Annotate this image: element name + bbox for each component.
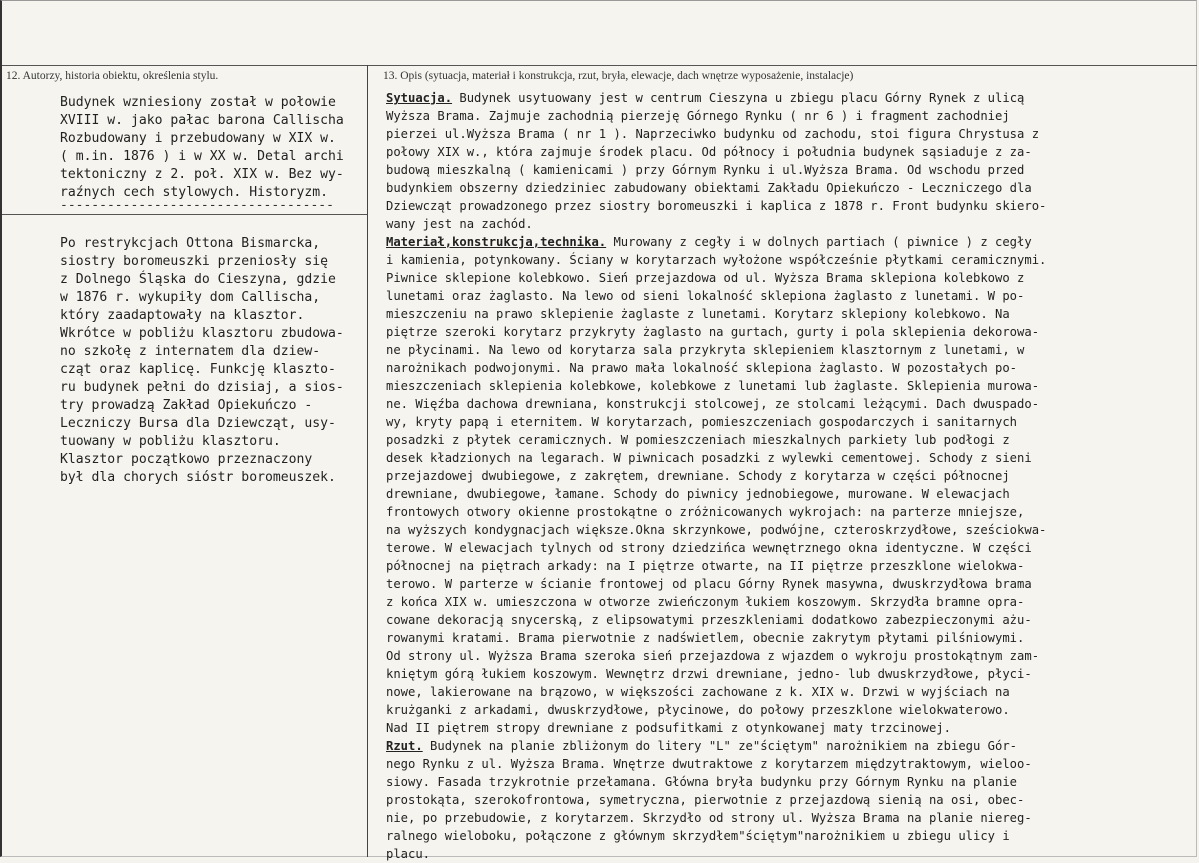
left-column-rule: [2, 214, 367, 215]
line-text: budową mieszkalną ( kamienicami ) przy Górnym Rynku i ul.Wyższa Brama. Od wschodu przed: [386, 163, 1025, 177]
text-line: [386, 809, 1046, 827]
history-paragraph-2: [60, 235, 344, 487]
text-line: siostry boromeuszki przeniosły się: [60, 254, 329, 269]
line-text: nowe, lakierowane na brązowo, w większości zachowane z k. XIX w. Drzwi w wyjściach na: [386, 685, 1010, 699]
text-line: [386, 503, 1046, 521]
text-line: [386, 89, 1046, 107]
text-line: [386, 233, 1046, 251]
text-line: [386, 755, 1046, 773]
line-text: Nad II piętrem stropy drewniane z podsufitkami z otynkowanej maty trzcinowej.: [386, 721, 951, 735]
line-text: połowy XIX w., która zajmuje środek placu. Od północy i południa budynek sąsiaduje z za-: [386, 145, 1032, 159]
text-line: [386, 683, 1046, 701]
line-text: Budynek na planie zbliżonym do litery "L" ze"ściętym" narożnikiem na zbiegu Gór-: [422, 739, 1018, 753]
text-line: [386, 341, 1046, 359]
line-text: terowo. W parterze w ścianie frontowej od placu Górny Rynek masywna, dwuskrzydłowa brama: [386, 577, 1032, 591]
line-text: frontowych otwory okienne prostokątne o zróżnicowanych wykrojach: na parterze mniejsze,: [386, 505, 1025, 519]
text-line: [386, 323, 1046, 341]
line-text: posadzki z płytek ceramicznych. W pomieszczeniach mieszkalnych parkiety lub podłogi z: [386, 433, 1010, 447]
line-text: Murowany z cegły i w dolnych partiach ( piwnice ) z cegły: [606, 235, 1032, 249]
line-text: na wyższych kondygnacjach większe.Okna skrzynkowe, podwójne, czteroskrzydłowe, sześciokwa-: [386, 523, 1047, 537]
line-text: Piwnice sklepione kolebkowo. Sień przejazdowa od ul. Wyższa Brama sklepiona kolebkowo z: [386, 271, 1025, 285]
text-line: [386, 143, 1046, 161]
text-line: [386, 539, 1046, 557]
text-line: [386, 701, 1046, 719]
text-line: [386, 377, 1046, 395]
separator-dashes: -----------------------------------: [60, 198, 334, 213]
text-line: Po restrykcjach Ottona Bismarcka,: [60, 236, 321, 251]
text-line: z Dolnego Śląska do Cieszyna, gdzie: [60, 272, 336, 287]
line-text: z końca XIX w. umieszczona w otworze zwieńczonym łukiem koszowym. Skrzydła bramne opra-: [386, 595, 1025, 609]
history-paragraph-1: [60, 94, 344, 202]
text-line: [386, 593, 1046, 611]
text-line: tuowany w pobliżu klasztoru.: [60, 434, 281, 449]
line-text: prostokąta, szerokofrontowa, symetryczna, pierwotnie z przejazdową sienią na osi, obec-: [386, 793, 1025, 807]
line-text: rowanymi kratami. Brama pierwotnie z nadświetlem, obecnie zakrytym płytami pilśniowymi.: [386, 631, 1025, 645]
text-line: Klasztor początkowo przeznaczony: [60, 452, 313, 467]
line-text: Wyższa Brama. Zajmuje zachodnią pierzeję Górnego Rynku ( nr 6 ) i fragment zachodniej: [386, 109, 1010, 123]
text-line: [386, 413, 1046, 431]
description-text: [386, 89, 1046, 863]
line-text: mieszczeniach sklepienia kolebkowe, kolebkowe z lunetami lub żaglaste. Sklepienia murowa-: [386, 379, 1040, 393]
line-text: nie, po przebudowie, z korytarzem. Skrzydło od strony ul. Wyższa Brama na planie niereg-: [386, 811, 1032, 825]
line-text: narożnikach podwojonymi. Na prawo mała lokalność sklepiona żaglasto. W pozostałych po-: [386, 361, 1018, 375]
text-line: [386, 719, 1046, 737]
section-heading: Rzut.: [386, 739, 423, 753]
line-text: cowane dekoracją snycerską, z elipsowatymi przeszkleniami dodatkowo zabezpieczonymi ażu-: [386, 613, 1032, 627]
text-line: [386, 179, 1046, 197]
text-line: Budynek wzniesiony został w połowie: [60, 95, 336, 110]
line-text: Od strony ul. Wyższa Brama szeroka sień przejazdowa z wjazdem o wykroju prostokątnym zam-: [386, 649, 1040, 663]
text-line: cząt oraz kaplicę. Funkcję klaszto-: [60, 362, 336, 377]
text-line: [386, 125, 1046, 143]
section-heading: Materiał,konstrukcja,technika.: [386, 235, 607, 249]
line-text: desek kładzionych na legarach. W piwnicach posadzki z wylewki cementowej. Schody z sieni: [386, 451, 1032, 465]
line-text: Budynek usytuowany jest w centrum Cieszyna u zbiegu placu Górny Rynek z ulicą: [452, 91, 1025, 105]
line-text: północnej na piętrach arkady: na I piętrze otwarte, na II piętrze przeszklone wielokwa-: [386, 559, 1025, 573]
text-line: [386, 827, 1046, 845]
line-text: krużganki z arkadami, dwuskrzydłowe, płycinowe, do połowy przeszklone wielokwaterowo.: [386, 703, 1010, 717]
text-line: [386, 737, 1046, 755]
text-line: [386, 449, 1046, 467]
text-line: [386, 575, 1046, 593]
text-line: XVIII w. jako pałac barona Callischa: [60, 113, 344, 128]
text-line: [386, 485, 1046, 503]
line-text: placu.: [386, 847, 431, 861]
line-text: przejazdowej dwubiegowe, z zakrętem, drewniane. Schody z korytarza w części północnej: [386, 469, 1010, 483]
line-text: siowy. Fasada trzykrotnie przełamana. Główna bryła budynku przy Górnym Rynku na planie: [386, 775, 1018, 789]
line-text: ne płycinami. Na lewo od korytarza sala przykryta sklepieniem klasztornym z lunetami, w: [386, 343, 1025, 357]
text-line: [386, 845, 1046, 863]
right-section-header: 13. Opis (sytuacja, materiał i konstrukcja, rzut, bryła, elewacje, dach wnętrze wyposażenie, instalacje): [383, 70, 854, 82]
text-line: [386, 611, 1046, 629]
text-line: [386, 395, 1046, 413]
text-line: [386, 773, 1046, 791]
line-text: piętrze szeroki korytarz przykryty żaglasto na gurtach, gurty i pola sklepienia dekorowa-: [386, 325, 1040, 339]
text-line: [386, 161, 1046, 179]
text-line: Wkrótce w pobliżu klasztoru zbudowa-: [60, 326, 344, 341]
text-line: [386, 305, 1046, 323]
line-text: mieszczeniu na prawo sklepienie żaglaste z lunetami. Korytarz sklepiony kolebkowo. Na: [386, 307, 1010, 321]
line-text: wany jest na zachód.: [386, 217, 533, 231]
text-line: [386, 431, 1046, 449]
text-line: był dla chorych sióstr boromeuszek.: [60, 470, 336, 485]
text-line: który zaadaptowały na klasztor.: [60, 308, 305, 323]
line-text: budynkiem obszerny dziedziniec zabudowany obiektami Zakładu Opiekuńczo - Leczniczego dla: [386, 181, 1032, 195]
text-line: try prowadzą Zakład Opiekuńczo -: [60, 398, 313, 413]
section-heading: Sytuacja.: [386, 91, 453, 105]
text-line: [386, 359, 1046, 377]
text-line: [386, 791, 1046, 809]
text-line: [386, 197, 1046, 215]
text-line: Leczniczy Bursa dla Dziewcząt, usy-: [60, 416, 336, 431]
line-text: lunetami oraz żaglasto. Na lewo od sieni lokalność sklepiona żaglasto z lunetami. W po-: [386, 289, 1025, 303]
line-text: ralnego wieloboku, połączone z głównym skrzydłem"ściętym"narożnikiem u zbiegu ulicy i: [386, 829, 1010, 843]
line-text: pierzei ul.Wyższa Brama ( nr 1 ). Naprzeciwko budynku od zachodu, stoi figura Chrystusa z: [386, 127, 1040, 141]
line-text: i kamienia, potynkowany. Ściany w korytarzach wyłożone współcześnie płytkami ceramicznymi.: [386, 253, 1047, 267]
text-line: ru budynek pełni do dzisiaj, a sios-: [60, 380, 344, 395]
line-text: Dziewcząt prowadzonego przez siostry boromeuszki i kaplica z 1878 r. Front budynku skiero-: [386, 199, 1047, 213]
text-line: [386, 665, 1046, 683]
line-text: drewniane, dwubiegowe, łamane. Schody do piwnicy jednobiegowe, murowane. W elewacjach: [386, 487, 1010, 501]
line-text: wy, kryty papą i eternitem. W korytarzach, pomieszczeniach gospodarczych i sanitarnych: [386, 415, 1018, 429]
line-text: nego Rynku z ul. Wyższa Brama. Wnętrze dwutraktowe z korytarzem międzytraktowym, wieloo-: [386, 757, 1032, 771]
text-line: no szkołę z internatem dla dziew-: [60, 344, 321, 359]
text-line: [386, 215, 1046, 233]
text-line: tektoniczny z 2. poł. XIX w. Bez wy-: [60, 167, 344, 182]
line-text: ne. Więźba dachowa drewniana, konstrukcji stolcowej, ze stolcami leżącymi. Dach dwuspado-: [386, 397, 1040, 411]
text-line: [386, 629, 1046, 647]
text-line: ( m.in. 1876 ) i w XX w. Detal archi: [60, 149, 344, 164]
text-line: [386, 467, 1046, 485]
left-section-header: 12. Autorzy, historia obiektu, określenia stylu.: [6, 70, 219, 82]
text-line: [386, 647, 1046, 665]
text-line: [386, 557, 1046, 575]
line-text: terowe. W elewacjach tylnych od strony dziedzińca wewnętrznego okna identyczne. W części: [386, 541, 1032, 555]
line-text: kniętym górą łukiem koszowym. Wewnętrz drzwi drewniane, jedno- lub dwuskrzydłowe, płyci-: [386, 667, 1032, 681]
text-line: [386, 287, 1046, 305]
text-line: [386, 107, 1046, 125]
text-line: w 1876 r. wykupiły dom Callischa,: [60, 290, 321, 305]
header-rule: [2, 65, 1197, 66]
column-divider: [367, 65, 368, 857]
text-line: raźnych cech stylowych. Historyzm.: [60, 185, 329, 200]
text-line: [386, 251, 1046, 269]
text-line: [386, 269, 1046, 287]
text-line: Rozbudowany i przebudowany w XIX w.: [60, 131, 336, 146]
text-line: [386, 521, 1046, 539]
